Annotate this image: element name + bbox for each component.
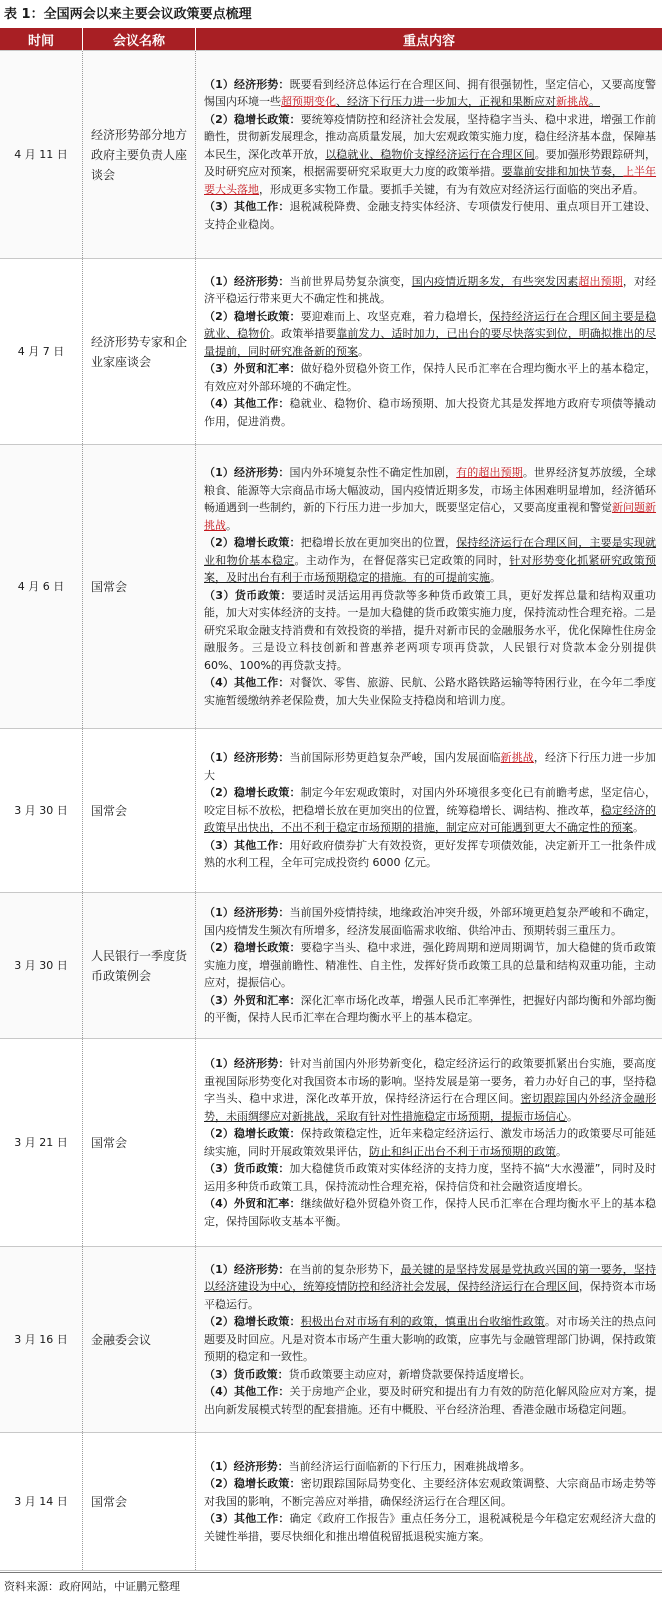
- content-text: 。要加强形势跟踪研判，及时研究应对预案，根据需要研究采取更大力度的政策举措。: [204, 147, 657, 179]
- meeting-name: 国常会: [83, 1433, 196, 1571]
- content-text: 要稳字当头、稳中求进，强化跨周期和逆周期调节，加大稳健的货币政策实施力度，增强前瞻性、精准性、自主性，发挥好货币政策工具的总量和结构双重功能，主动应对，提振信心。: [204, 941, 657, 990]
- meeting-date: 3 月 30 日: [0, 893, 83, 1039]
- content-text: 。: [556, 1144, 567, 1158]
- topic-heading: （4）其他工作：: [204, 676, 290, 689]
- content-text: 密切跟踪国内外经济金融形势，未雨绸缪应对新挑战，采取有针对性措施稳定市场预期，提振市场信心: [204, 1092, 657, 1123]
- content-text: 保持政策稳定性，近年来稳定经济运行、激发市场活力的政策要尽可能延续实施，同时开展政策效果评估，: [204, 1127, 657, 1158]
- content-paragraph: [204, 395, 656, 430]
- content-paragraph: [204, 1510, 656, 1545]
- content-text: 。: [490, 571, 501, 584]
- topic-heading: （1）经济形势：: [204, 1262, 290, 1276]
- topic-heading: （1）经济形势：: [204, 906, 290, 920]
- topic-heading: （2）稳增长政策：: [204, 786, 301, 800]
- topic-heading: （1）经济形势：: [204, 1459, 289, 1473]
- content-paragraph: [204, 1383, 656, 1418]
- content-text: 继续做好稳外贸稳外资工作，保持人民币汇率在合理均衡水平上的基本稳定，保持国际收支基本平衡。: [204, 1197, 657, 1228]
- key-content: [196, 1039, 662, 1247]
- content-text: 密切跟踪国际局势变化、主要经济体宏观政策调整、大宗商品市场走势等对我国的影响，不断完善应对举措，确保经济运行在合理区间。: [204, 1477, 657, 1508]
- content-text: 国内外环境复杂性不确定性加剧，: [289, 466, 457, 479]
- content-text: 要迎难而上、攻坚克难，着力稳增长，: [300, 309, 490, 323]
- topic-heading: （4）其他工作：: [204, 397, 290, 411]
- content-text: 保持经济运行在合理区间，主要是实现就业和物价基本稳定: [204, 536, 657, 567]
- content-text: 。: [567, 1109, 578, 1123]
- content-text: 。: [358, 344, 369, 358]
- table-row: [0, 445, 662, 729]
- topic-heading: （1）经济形势：: [204, 751, 290, 765]
- content-paragraph: [204, 1458, 656, 1476]
- key-content: [196, 1433, 662, 1571]
- content-text: 当前国际形势更趋复杂严峻，国内发展面临: [289, 751, 501, 765]
- highlight-text: 超出预期: [578, 274, 623, 288]
- header-row: [0, 28, 662, 51]
- content-paragraph: [204, 198, 656, 233]
- content-paragraph: [204, 273, 656, 308]
- topic-heading: （2）稳增长政策：: [204, 1315, 301, 1329]
- content-paragraph: [204, 360, 656, 395]
- content-paragraph: [204, 1055, 656, 1125]
- content-paragraph: [204, 1313, 656, 1366]
- content-text: 针对当前国内外形势新变化，稳定经济运行的政策要抓紧出台实施，要高度重视国际形势变化对我国资本市场的影响。坚持发展是第一要务，着力办好自己的事，坚持稳字当头、稳中求进，深化改革开放，保持经济运行在合理区间。: [204, 1057, 657, 1105]
- content-text: 国内疫情近期多发，有些突发因素: [411, 274, 579, 288]
- content-paragraph: [204, 992, 656, 1027]
- table-body: [0, 51, 662, 1571]
- topic-heading: （2）稳增长政策：: [204, 1127, 301, 1140]
- content-text: 当前世界局势复杂演变，: [289, 274, 412, 288]
- topic-heading: （3）其他工作：: [204, 200, 290, 214]
- table-row: [0, 1433, 662, 1571]
- content-paragraph: [204, 939, 656, 992]
- meeting-name: 国常会: [83, 1039, 196, 1247]
- content-text: 。: [226, 518, 237, 532]
- header-key-content: 重点内容: [196, 28, 662, 51]
- footer-divider: [0, 1572, 662, 1573]
- topic-heading: （4）外贸和汇率：: [204, 1197, 301, 1210]
- topic-heading: （3）外贸和汇率：: [204, 362, 301, 376]
- topic-heading: （1）经济形势：: [204, 1057, 290, 1070]
- topic-heading: （1）经济形势：: [204, 466, 290, 479]
- content-text: 。: [633, 821, 644, 835]
- highlight-text: 超预期变化: [281, 95, 336, 109]
- topic-heading: （2）稳增长政策：: [204, 941, 301, 955]
- content-text: 当前国外疫情持续，地缘政治冲突升级，外部环境更趋复杂严峻和不确定，国内疫情发生频次有所增多，经济发展面临需求收缩、供给冲击、预期转弱三重压力。: [204, 906, 657, 937]
- meeting-name: 经济形势部分地方政府主要负责人座谈会: [83, 51, 196, 259]
- content-text: 。主动作为，在督促落实已定政策的同时，: [294, 553, 510, 567]
- topic-heading: （3）货币政策：: [204, 1162, 290, 1175]
- content-text: 靠前发力、适时加力，已出台的要尽快落实到位，明确拟推出的尽量提前，同时研究准备新的预案: [204, 327, 657, 358]
- meeting-name: 人民银行一季度货币政策例会: [83, 893, 196, 1039]
- content-paragraph: [204, 111, 656, 199]
- topic-heading: （2）稳增长政策：: [204, 309, 301, 323]
- content-text: 退税减税降费、金融支持实体经济、专项债发行使用、重点项目开工建设、支持企业稳岗。: [204, 200, 657, 231]
- content-paragraph: [204, 904, 656, 939]
- content-text: 当前经济运行面临新的下行压力，困难挑战增多。: [288, 1459, 531, 1473]
- content-text: 积极出台对市场有利的政策，慎重出台收缩性政策: [300, 1315, 546, 1329]
- meeting-date: 3 月 16 日: [0, 1247, 83, 1433]
- highlight-text: 新挑战: [500, 751, 534, 765]
- meeting-date: 3 月 30 日: [0, 729, 83, 893]
- content-text: 关于房地产企业，要及时研究和提出有力有效的防范化解风险应对方案，提出向新发展模式转型的配套措施。还有中概股、平台经济治理、香港金融市场稳定问题。: [204, 1385, 657, 1416]
- content-text: ，保持资本市场平稳运行。: [204, 1280, 657, 1311]
- meeting-date: 3 月 21 日: [0, 1039, 83, 1247]
- content-text: 、经济下行压力进一步加大，正视和果断应对: [336, 95, 556, 109]
- content-text: 。对市场关注的热点问题要及时回应。凡是对资本市场产生重大影响的政策，应事先与金融管理部门协调，保持政策预期的稳定和一致性。: [204, 1315, 657, 1364]
- content-text: 要靠前安排和加快节奏，: [501, 165, 623, 179]
- content-paragraph: [204, 464, 656, 534]
- topic-heading: （1）经济形势：: [204, 77, 290, 91]
- content-text: 防止和纠正出台不利于市场预期的政策: [369, 1144, 556, 1158]
- table-row: [0, 51, 662, 259]
- topic-heading: （3）其他工作：: [204, 838, 290, 852]
- meeting-date: 3 月 14 日: [0, 1433, 83, 1571]
- content-text: 要统筹疫情防控和经济社会发展，坚持稳字当头、稳中求进，增强工作前瞻性，贯彻新发展理念，推动高质量发展，加大宏观政策实施力度，稳住经济基本盘，保障基本民生，深化改革开放，: [204, 112, 657, 161]
- key-content: [196, 51, 662, 259]
- highlight-text: 新问题新挑战: [204, 501, 657, 532]
- content-paragraph: [204, 308, 656, 361]
- content-paragraph: [204, 837, 656, 872]
- content-text: 制定今年宏观政策时，对国内外环境很多变化已有前瞻考虑，坚定信心，咬定目标不放松，把稳增长放在更加突出的位置，统筹稳增长、调结构、推改革，: [204, 786, 657, 817]
- meeting-name: 金融委会议: [83, 1247, 196, 1433]
- content-text: 最关键的是坚持发展是党执政兴国的第一要务，坚持以经济建设为中心，统筹疫情防控和经济社会发展，保持经济运行在合理区间: [204, 1262, 657, 1294]
- topic-heading: （3）其他工作：: [204, 1512, 290, 1526]
- content-paragraph: [204, 76, 656, 111]
- table-row: [0, 1039, 662, 1247]
- content-paragraph: [204, 587, 656, 675]
- content-text: 保持经济运行在合理区间主要是稳就业、稳物价: [204, 309, 657, 341]
- meeting-date: 4 月 7 日: [0, 259, 83, 445]
- content-paragraph: [204, 1195, 656, 1230]
- content-text: 。: [589, 95, 600, 109]
- content-text: 针对形势变化抓紧研究政策预案，及时出台有利于市场预期稳定的措施。有的可提前实施: [204, 553, 657, 584]
- topic-heading: （4）其他工作：: [204, 1385, 290, 1399]
- content-paragraph: [204, 1261, 656, 1314]
- topic-heading: （3）外贸和汇率：: [204, 993, 301, 1007]
- key-content: [196, 259, 662, 445]
- content-text: 做好稳外贸稳外资工作，保持人民币汇率在合理均衡水平上的基本稳定，有效应对外部环境的不确定性。: [204, 362, 657, 393]
- content-text: ，形成更多实物工作量。要抓手关键，有为有效应对经济运行面临的突出矛盾。: [259, 182, 644, 196]
- content-paragraph: [204, 1475, 656, 1510]
- key-content: [196, 445, 662, 729]
- source-note: 资料来源：政府网站，中证鹏元整理: [4, 1580, 180, 1593]
- content-text: 把稳增长放在更加突出的位置，: [300, 536, 457, 549]
- topic-heading: （2）稳增长政策：: [204, 1477, 301, 1491]
- header-time: 时间: [0, 28, 83, 51]
- content-text: 货币政策要主动应对，新增贷款要保持适度增长。: [288, 1367, 531, 1381]
- content-text: 要适时灵活运用再贷款等多种货币政策工具，更好发挥总量和结构双重功能，加大对实体经济的支持。一是加大稳健的货币政策实施力度，保持流动性合理充裕。二是研究采取金融支持消费和有效投资的举措，提升对新市民的金融服务水平，优化保障性住房金融服务。三是设立科技创新和普惠养老两项专项再贷款，人民银行对贷款本金分别提供 60%、100%的再贷款支持。: [204, 588, 657, 672]
- content-paragraph: [204, 1160, 656, 1195]
- content-paragraph: [204, 784, 656, 837]
- content-text: 稳定经济的政策早出快出，不出不利于稳定市场预期的措施，制定应对可能遇到更大不确定性的预案: [204, 803, 657, 835]
- content-text: 以稳就业、稳物价支撑经济运行在合理区间: [325, 147, 535, 161]
- policy-table: [0, 28, 662, 1571]
- table-row: [0, 729, 662, 893]
- content-text: 对餐饮、零售、旅游、民航、公路水路铁路运输等特困行业，在今年二季度实施暂缓缴纳养老保险费，加大失业保险支持稳岗和培训力度。: [204, 676, 657, 707]
- content-paragraph: [204, 1366, 656, 1384]
- meeting-name: 经济形势专家和企业家座谈会: [83, 259, 196, 445]
- content-paragraph: [204, 674, 656, 709]
- highlight-text: 有的超出预期: [456, 466, 523, 479]
- highlight-text: 上半年要大头落地: [204, 165, 657, 196]
- topic-heading: （2）稳增长政策：: [204, 536, 301, 549]
- content-text: 在当前的复杂形势下，: [289, 1262, 401, 1276]
- key-content: [196, 1247, 662, 1433]
- content-text: 既要看到经济总体运行在合理区间、拥有很强韧性，坚定信心，又要高度警惕国内环境一些: [204, 77, 657, 109]
- content-text: 加大稳健货币政策对实体经济的支持力度，坚持不搞“大水漫灌”，同时及时运用多种货币政策工具，保持流动性合理充裕，保持信贷和社会融资适度增长。: [204, 1162, 656, 1193]
- content-paragraph: [204, 1125, 656, 1160]
- topic-heading: （3）货币政策：: [204, 588, 292, 602]
- meeting-name: 国常会: [83, 445, 196, 729]
- content-text: ，经济下行压力进一步加大: [204, 751, 657, 782]
- meeting-name: 国常会: [83, 729, 196, 893]
- content-text: 。政策举措要: [270, 327, 337, 341]
- content-text: 深化汇率市场化改革，增强人民币汇率弹性，把握好内部均衡和外部均衡的平衡，保持人民币汇率在合理均衡水平上的基本稳定。: [204, 993, 657, 1025]
- key-content: [196, 729, 662, 893]
- table-caption: 表 1：全国两会以来主要会议政策要点梳理: [4, 7, 252, 22]
- content-text: ，对经济平稳运行带来更大不确定性和挑战。: [204, 274, 657, 306]
- content-text: 稳就业、稳物价、稳市场预期、加大投资尤其是发挥地方政府专项债等撬动作用，促进消费。: [204, 397, 657, 428]
- table-row: [0, 893, 662, 1039]
- topic-heading: （2）稳增长政策：: [204, 112, 301, 126]
- topic-heading: （3）货币政策：: [204, 1367, 289, 1381]
- content-text: 用好政府债券扩大有效投资，更好发挥专项债效能，决定新开工一批条件成熟的水利工程，全年可完成投资约 6000 亿元。: [204, 838, 657, 870]
- table-row: [0, 1247, 662, 1433]
- content-text: 。世界经济复苏放缓，全球粮食、能源等大宗商品市场大幅波动，国内疫情近期多发，市场主体困难明显增加，经济循环畅通遇到一些制约，新的下行压力进一步加大，既要坚定信心，又要高度重视和警觉: [204, 466, 657, 514]
- content-paragraph: [204, 534, 656, 587]
- topic-heading: （1）经济形势：: [204, 274, 290, 288]
- meeting-date: 4 月 6 日: [0, 445, 83, 729]
- meeting-date: 4 月 11 日: [0, 51, 83, 259]
- header-meeting: 会议名称: [83, 28, 196, 51]
- key-content: [196, 893, 662, 1039]
- content-text: 确定《政府工作报告》重点任务分工，退税减税是今年稳定宏观经济大盘的关键性举措，要尽快细化和推出增值税留抵退税实施方案。: [204, 1512, 657, 1543]
- table-row: [0, 259, 662, 445]
- content-paragraph: [204, 749, 656, 784]
- highlight-text: 新挑战: [556, 95, 589, 109]
